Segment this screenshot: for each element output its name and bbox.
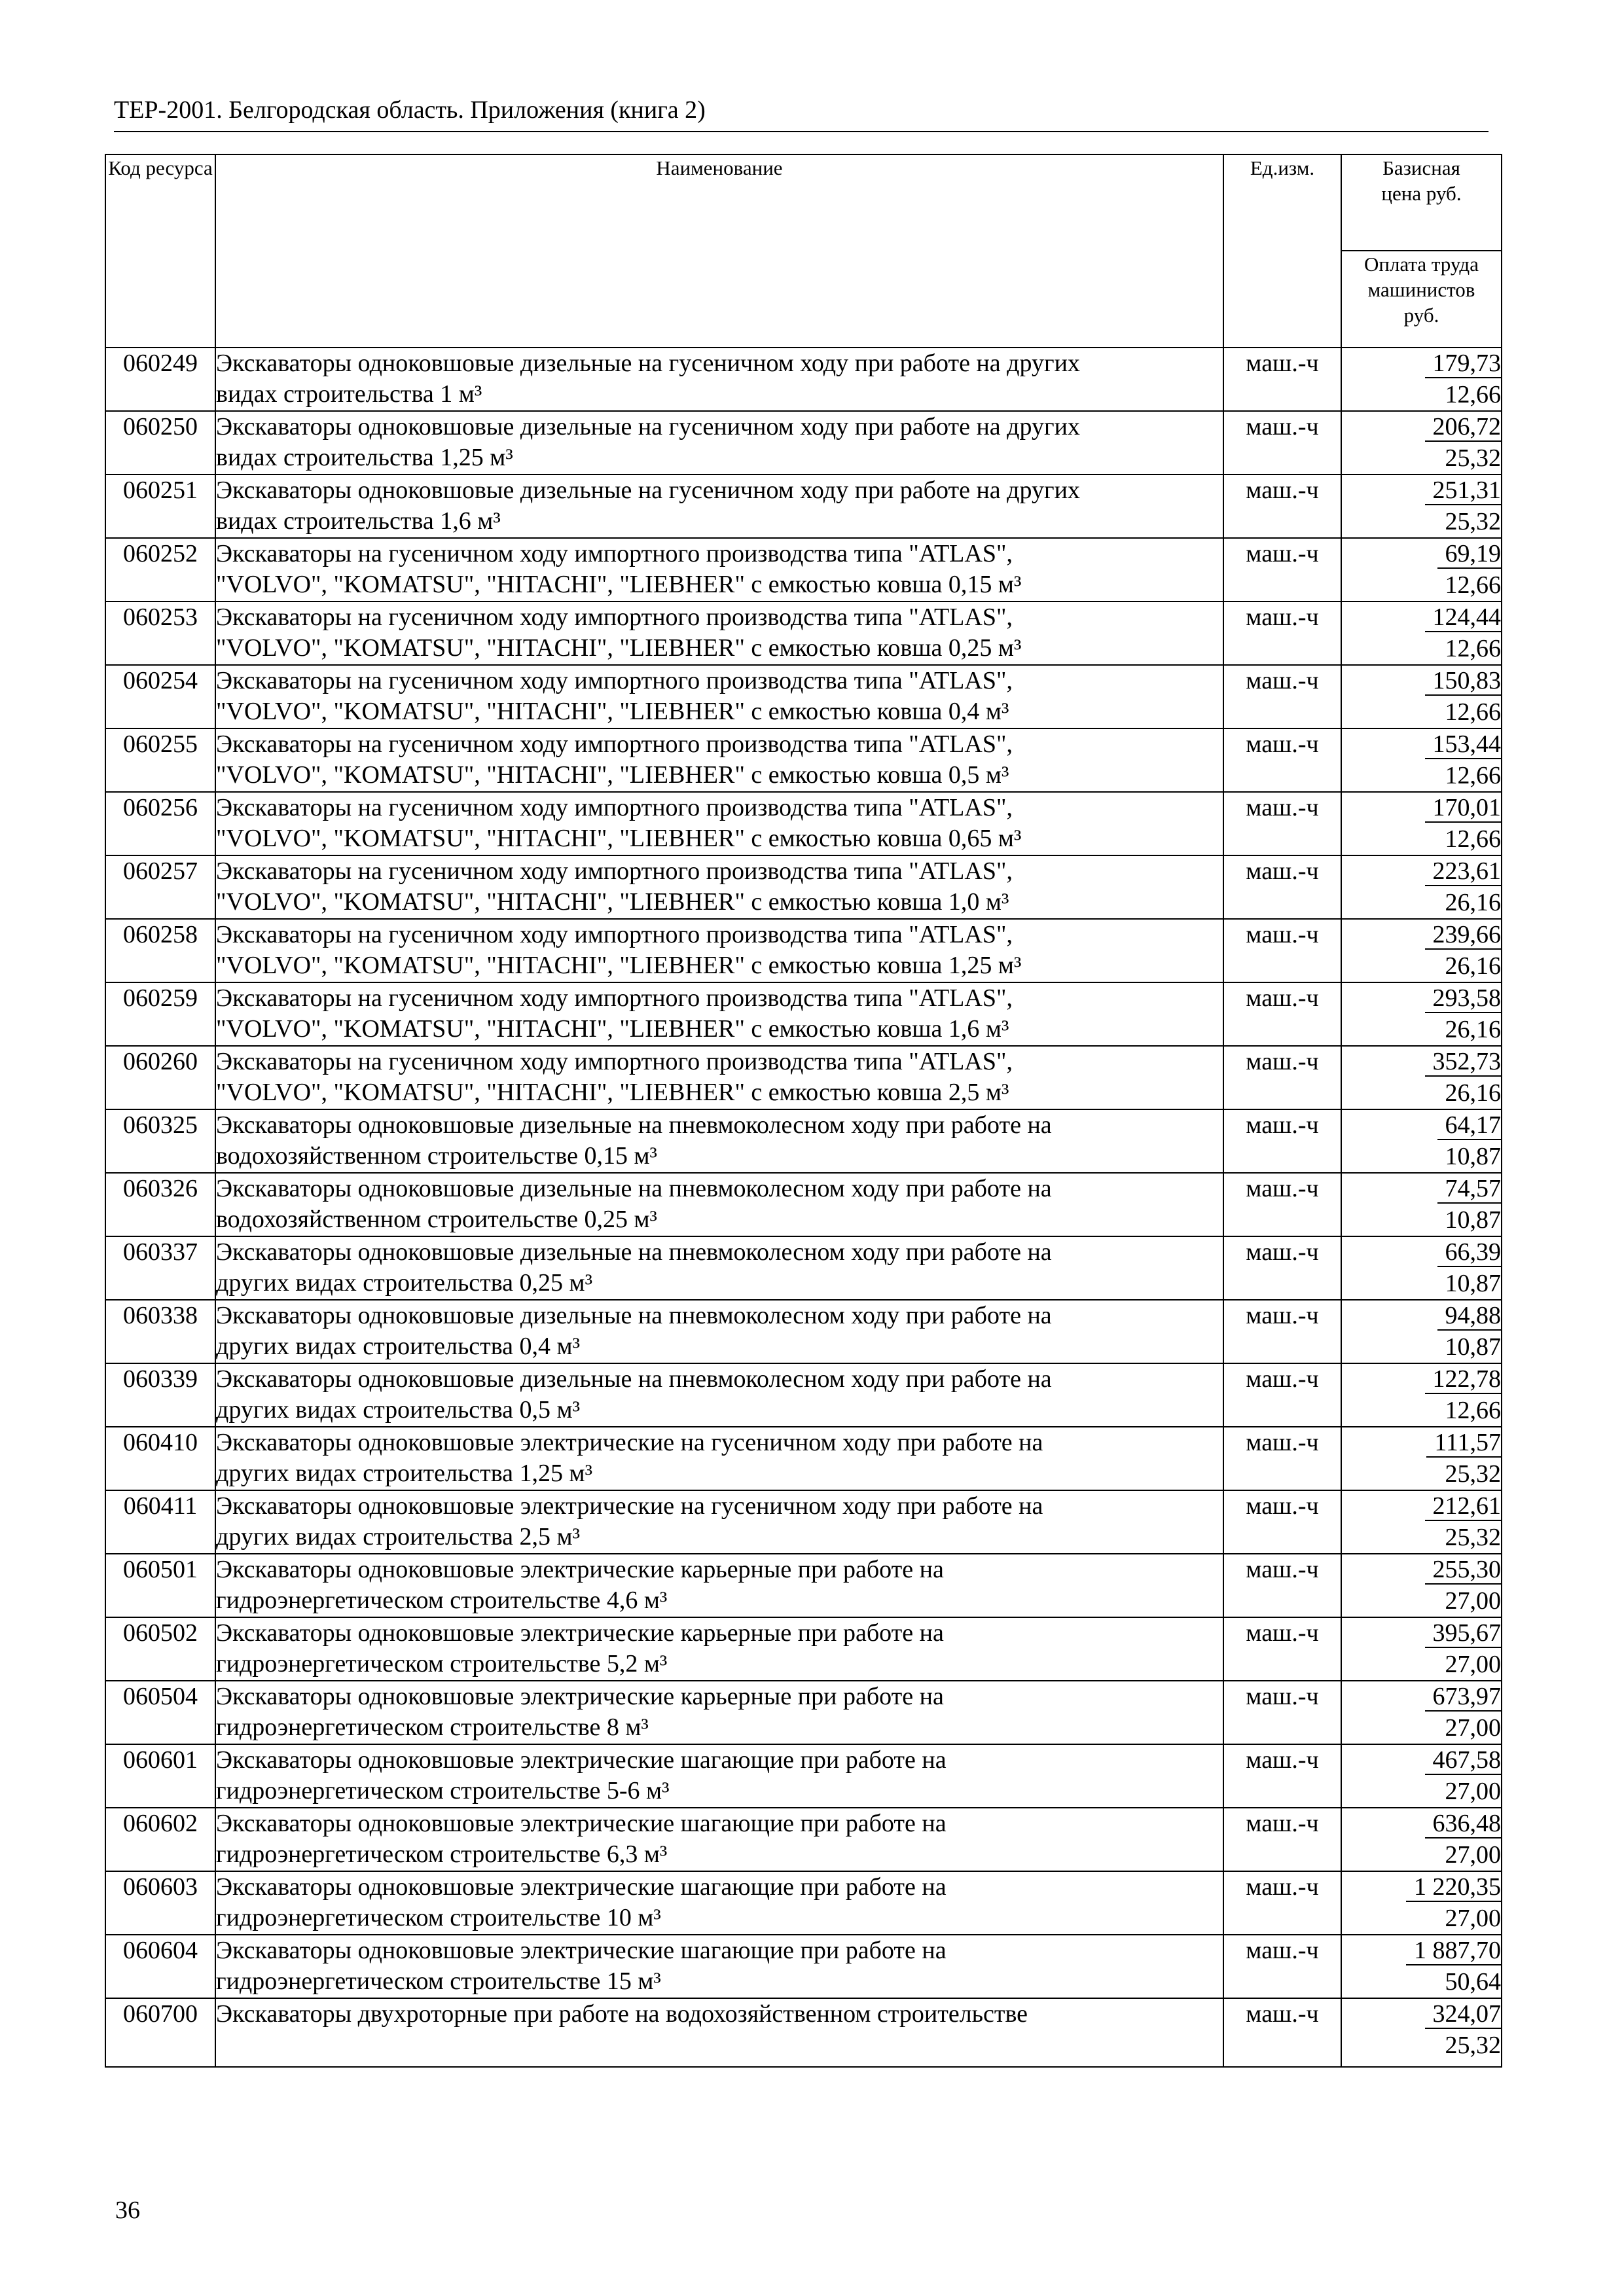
resource-name (215, 1490, 1223, 1554)
resource-name (215, 1935, 1223, 1998)
resource-name-line2: "VOLVO", "KOMATSU", "HITACHI", "LIEBHER" с емкостью ковша 0,5 м³ (216, 761, 1009, 789)
unit-of-measure: маш.-ч (1223, 348, 1341, 411)
resource-name (215, 1427, 1223, 1490)
resource-name-line1: Экскаваторы одноковшовые электрические карьерные при работе на (216, 1619, 944, 1647)
price-cell (1341, 728, 1502, 792)
operator-wage: 26,16 (1445, 889, 1501, 916)
resource-name-line2: "VOLVO", "KOMATSU", "HITACHI", "LIEBHER" с емкостью ковша 1,6 м³ (216, 1015, 1009, 1043)
table-row (105, 1427, 1502, 1490)
operator-wage: 25,32 (1445, 1524, 1501, 1551)
price-cell (1341, 1300, 1502, 1363)
resource-name-line1: Экскаваторы одноковшовые дизельные на пневмоколесном ходу при работе на (216, 1111, 1052, 1139)
table-row (105, 792, 1502, 855)
unit-of-measure: маш.-ч (1223, 1490, 1341, 1554)
base-price: 153,44 (1425, 730, 1502, 759)
price-cell (1341, 1109, 1502, 1173)
unit-of-measure: маш.-ч (1223, 538, 1341, 601)
unit-of-measure: маш.-ч (1223, 601, 1341, 665)
resource-code: 060251 (105, 475, 215, 538)
base-price: 395,67 (1425, 1619, 1502, 1648)
base-price: 212,61 (1425, 1492, 1502, 1521)
unit-of-measure: маш.-ч (1223, 1300, 1341, 1363)
resource-name-line1: Экскаваторы на гусеничном ходу импортного производства типа "ATLAS", (216, 794, 1013, 821)
operator-wage: 25,32 (1445, 444, 1501, 472)
table-row (105, 855, 1502, 919)
price-cell (1341, 1046, 1502, 1109)
base-price: 293,58 (1425, 984, 1502, 1013)
unit-of-measure: маш.-ч (1223, 411, 1341, 475)
table-row (105, 1871, 1502, 1935)
base-price: 74,57 (1437, 1175, 1502, 1204)
operator-wage: 10,87 (1445, 1143, 1501, 1170)
resource-code: 060249 (105, 348, 215, 411)
resource-name-line1: Экскаваторы одноковшовые электрические на гусеничном ходу при работе на (216, 1429, 1043, 1456)
resource-code: 060254 (105, 665, 215, 728)
base-price: 1 887,70 (1406, 1937, 1501, 1965)
resource-name (215, 1744, 1223, 1808)
base-price: 64,17 (1437, 1111, 1502, 1140)
resource-name-line1: Экскаваторы одноковшовые дизельные на пневмоколесном ходу при работе на (216, 1238, 1052, 1266)
unit-of-measure: маш.-ч (1223, 1871, 1341, 1935)
resource-name (215, 1173, 1223, 1236)
price-cell (1341, 1744, 1502, 1808)
base-price: 170,01 (1425, 794, 1502, 823)
resource-name (215, 1617, 1223, 1681)
operator-wage: 12,66 (1445, 825, 1501, 853)
col-header-unit: Ед.изм. (1223, 154, 1341, 348)
price-cell (1341, 411, 1502, 475)
page-number: 36 (115, 2197, 140, 2224)
operator-wage: 27,00 (1445, 1651, 1501, 1678)
resource-name (215, 1808, 1223, 1871)
table-row (105, 1935, 1502, 1998)
resource-name-line1: Экскаваторы одноковшовые электрические шагающие при работе на (216, 1873, 947, 1901)
resource-name-line1: Экскаваторы одноковшовые дизельные на пневмоколесном ходу при работе на (216, 1302, 1052, 1329)
resource-name (215, 348, 1223, 411)
price-cell (1341, 475, 1502, 538)
resource-name-line2: "VOLVO", "KOMATSU", "HITACHI", "LIEBHER" с емкостью ковша 1,0 м³ (216, 888, 1009, 916)
resource-name-line2: других видах строительства 2,5 м³ (216, 1523, 580, 1551)
resource-name-line1: Экскаваторы на гусеничном ходу импортного производства типа "ATLAS", (216, 603, 1013, 631)
unit-of-measure: маш.-ч (1223, 1173, 1341, 1236)
operator-wage: 26,16 (1445, 952, 1501, 980)
base-price: 239,66 (1425, 921, 1502, 950)
resource-code: 060256 (105, 792, 215, 855)
resource-name-line2: гидроэнергетическом строительстве 4,6 м³ (216, 1587, 668, 1614)
operator-wage: 10,87 (1445, 1270, 1501, 1297)
operator-wage: 25,32 (1445, 1460, 1501, 1488)
header-rule (114, 131, 1489, 132)
base-price: 179,73 (1425, 350, 1502, 378)
price-cell (1341, 1236, 1502, 1300)
resource-name (215, 1871, 1223, 1935)
resource-name (215, 855, 1223, 919)
operator-wage: 27,00 (1445, 1778, 1501, 1805)
resource-name-line2: видах строительства 1,6 м³ (216, 507, 501, 535)
base-price: 673,97 (1425, 1683, 1502, 1712)
resource-name-line1: Экскаваторы на гусеничном ходу импортного производства типа "ATLAS", (216, 984, 1013, 1012)
table-row (105, 1300, 1502, 1363)
resource-name-line2: водохозяйственном строительстве 0,25 м³ (216, 1206, 657, 1233)
table-row (105, 728, 1502, 792)
operator-wage: 10,87 (1445, 1333, 1501, 1361)
resource-name-line2: других видах строительства 0,25 м³ (216, 1269, 592, 1297)
unit-of-measure: маш.-ч (1223, 1617, 1341, 1681)
operator-wage: 12,66 (1445, 571, 1501, 599)
base-price: 124,44 (1425, 603, 1502, 632)
resource-name (215, 1681, 1223, 1744)
unit-of-measure: маш.-ч (1223, 1046, 1341, 1109)
operator-wage: 12,66 (1445, 762, 1501, 789)
base-price: 255,30 (1425, 1556, 1502, 1585)
price-cell (1341, 982, 1502, 1046)
resource-code: 060252 (105, 538, 215, 601)
resource-code: 060604 (105, 1935, 215, 1998)
resource-name (215, 1363, 1223, 1427)
table-row (105, 1744, 1502, 1808)
col-header-wage (1341, 251, 1502, 348)
resource-code: 060602 (105, 1808, 215, 1871)
resource-code: 060337 (105, 1236, 215, 1300)
price-cell (1341, 538, 1502, 601)
resource-name (215, 475, 1223, 538)
resource-name-line2: водохозяйственном строительстве 0,15 м³ (216, 1142, 657, 1170)
resource-name-line2: "VOLVO", "KOMATSU", "HITACHI", "LIEBHER" с емкостью ковша 2,5 м³ (216, 1079, 1009, 1106)
unit-of-measure: маш.-ч (1223, 1808, 1341, 1871)
resource-name-line1: Экскаваторы на гусеничном ходу импортного производства типа "ATLAS", (216, 921, 1013, 948)
resource-name-line2: других видах строительства 0,5 м³ (216, 1396, 580, 1424)
base-price: 324,07 (1425, 2000, 1502, 2029)
resource-name-line1: Экскаваторы одноковшовые дизельные на гусеничном ходу при работе на других (216, 350, 1080, 377)
base-price: 111,57 (1426, 1429, 1501, 1458)
resource-name (215, 1109, 1223, 1173)
resource-name-line2: "VOLVO", "KOMATSU", "HITACHI", "LIEBHER" с емкостью ковша 0,4 м³ (216, 698, 1009, 725)
resource-name (215, 1046, 1223, 1109)
base-price: 352,73 (1425, 1048, 1502, 1077)
unit-of-measure: маш.-ч (1223, 1427, 1341, 1490)
price-cell (1341, 1427, 1502, 1490)
unit-of-measure: маш.-ч (1223, 792, 1341, 855)
resource-code: 060338 (105, 1300, 215, 1363)
resource-code: 060253 (105, 601, 215, 665)
base-price: 636,48 (1425, 1810, 1502, 1839)
table-row (105, 1046, 1502, 1109)
resource-name-line2: "VOLVO", "KOMATSU", "HITACHI", "LIEBHER" с емкостью ковша 0,65 м³ (216, 825, 1022, 852)
price-cell (1341, 1173, 1502, 1236)
price-cell (1341, 1871, 1502, 1935)
resource-name-line1: Экскаваторы одноковшовые электрические карьерные при работе на (216, 1556, 944, 1583)
resource-name (215, 601, 1223, 665)
operator-wage: 27,00 (1445, 1841, 1501, 1869)
resource-name-line2: "VOLVO", "KOMATSU", "HITACHI", "LIEBHER" с емкостью ковша 0,15 м³ (216, 571, 1022, 598)
resource-name-line1: Экскаваторы одноковшовые электрические карьерные при работе на (216, 1683, 944, 1710)
resource-code: 060255 (105, 728, 215, 792)
resource-name (215, 1300, 1223, 1363)
resource-name-line1: Экскаваторы на гусеничном ходу импортного производства типа "ATLAS", (216, 730, 1013, 758)
resource-name-line1: Экскаваторы одноковшовые электрические шагающие при работе на (216, 1937, 947, 1964)
unit-of-measure: маш.-ч (1223, 1109, 1341, 1173)
table-row (105, 1363, 1502, 1427)
table-row (105, 1617, 1502, 1681)
resource-name-line1: Экскаваторы на гусеничном ходу импортного производства типа "ATLAS", (216, 540, 1013, 567)
operator-wage: 12,66 (1445, 381, 1501, 408)
resource-name-line2: гидроэнергетическом строительстве 5,2 м³ (216, 1650, 668, 1677)
table-row (105, 919, 1502, 982)
resource-code: 060603 (105, 1871, 215, 1935)
resource-name-line2: гидроэнергетическом строительстве 6,3 м³ (216, 1840, 668, 1868)
resource-name (215, 411, 1223, 475)
price-cell (1341, 1554, 1502, 1617)
resource-code: 060339 (105, 1363, 215, 1427)
resource-name-line2: других видах строительства 0,4 м³ (216, 1333, 580, 1360)
resource-name-line2: "VOLVO", "KOMATSU", "HITACHI", "LIEBHER" с емкостью ковша 1,25 м³ (216, 952, 1022, 979)
unit-of-measure: маш.-ч (1223, 855, 1341, 919)
operator-wage: 12,66 (1445, 1397, 1501, 1424)
resource-name (215, 1554, 1223, 1617)
price-cell (1341, 855, 1502, 919)
col-header-name: Наименование (215, 154, 1223, 348)
resource-code: 060260 (105, 1046, 215, 1109)
resource-name-line2: гидроэнергетическом строительстве 8 м³ (216, 1713, 649, 1741)
resource-name (215, 1998, 1223, 2067)
unit-of-measure: маш.-ч (1223, 1998, 1341, 2067)
resource-name-line1: Экскаваторы одноковшовые дизельные на пневмоколесном ходу при работе на (216, 1365, 1052, 1393)
resource-name-line2: видах строительства 1 м³ (216, 380, 482, 408)
price-cell (1341, 1681, 1502, 1744)
price-cell (1341, 1363, 1502, 1427)
table-row (105, 1998, 1502, 2067)
resource-code: 060257 (105, 855, 215, 919)
resource-name (215, 982, 1223, 1046)
unit-of-measure: маш.-ч (1223, 1236, 1341, 1300)
base-price: 251,31 (1425, 476, 1502, 505)
base-price: 69,19 (1437, 540, 1502, 569)
price-cell (1341, 792, 1502, 855)
operator-wage: 27,00 (1445, 1714, 1501, 1742)
resource-name-line1: Экскаваторы на гусеничном ходу импортного производства типа "ATLAS", (216, 667, 1013, 694)
resource-code: 060411 (105, 1490, 215, 1554)
resource-name (215, 1236, 1223, 1300)
operator-wage: 26,16 (1445, 1016, 1501, 1043)
unit-of-measure: маш.-ч (1223, 919, 1341, 982)
operator-wage: 10,87 (1445, 1206, 1501, 1234)
resource-name-line1: Экскаваторы одноковшовые электрические шагающие при работе на (216, 1746, 947, 1774)
unit-of-measure: маш.-ч (1223, 728, 1341, 792)
resource-code: 060258 (105, 919, 215, 982)
operator-wage: 25,32 (1445, 508, 1501, 535)
base-price: 150,83 (1425, 667, 1502, 696)
resource-name-line2: гидроэнергетическом строительстве 15 м³ (216, 1967, 661, 1995)
resource-name-line1: Экскаваторы одноковшовые дизельные на гусеничном ходу при работе на других (216, 476, 1080, 504)
resource-table (105, 154, 1502, 2068)
resource-name-line1: Экскаваторы одноковшовые электрические на гусеничном ходу при работе на (216, 1492, 1043, 1520)
base-price: 122,78 (1425, 1365, 1502, 1394)
unit-of-measure: маш.-ч (1223, 1681, 1341, 1744)
base-price: 206,72 (1425, 413, 1502, 442)
operator-wage: 26,16 (1445, 1079, 1501, 1107)
resource-name-line2: других видах строительства 1,25 м³ (216, 1460, 592, 1487)
table-row (105, 601, 1502, 665)
unit-of-measure: маш.-ч (1223, 982, 1341, 1046)
operator-wage: 12,66 (1445, 698, 1501, 726)
resource-name-line1: Экскаваторы на гусеничном ходу импортного производства типа "ATLAS", (216, 857, 1013, 885)
resource-name-line1: Экскаваторы одноковшовые электрические шагающие при работе на (216, 1810, 947, 1837)
resource-name (215, 665, 1223, 728)
unit-of-measure: маш.-ч (1223, 1744, 1341, 1808)
table-row (105, 1236, 1502, 1300)
operator-wage: 12,66 (1445, 635, 1501, 662)
base-price: 94,88 (1437, 1302, 1502, 1331)
table-row (105, 475, 1502, 538)
table-row (105, 411, 1502, 475)
operator-wage: 27,00 (1445, 1587, 1501, 1615)
unit-of-measure: маш.-ч (1223, 665, 1341, 728)
table-row (105, 982, 1502, 1046)
resource-name (215, 728, 1223, 792)
resource-name-line1: Экскаваторы на гусеничном ходу импортного производства типа "ATLAS", (216, 1048, 1013, 1075)
resource-code: 060502 (105, 1617, 215, 1681)
resource-name-line1: Экскаваторы двухроторные при работе на водохозяйственном строительстве (216, 2000, 1028, 2028)
resource-code: 060410 (105, 1427, 215, 1490)
page-header: ТЕР-2001. Белгородская область. Приложения (книга 2) (114, 96, 706, 124)
resource-code: 060700 (105, 1998, 215, 2067)
base-price: 223,61 (1425, 857, 1502, 886)
price-cell (1341, 919, 1502, 982)
base-price: 66,39 (1437, 1238, 1502, 1267)
unit-of-measure: маш.-ч (1223, 475, 1341, 538)
col-header-price (1341, 154, 1502, 251)
operator-wage: 25,32 (1445, 2032, 1501, 2059)
resource-name-line2: видах строительства 1,25 м³ (216, 444, 513, 471)
resource-name-line2: гидроэнергетическом строительстве 10 м³ (216, 1904, 661, 1931)
unit-of-measure: маш.-ч (1223, 1935, 1341, 1998)
resource-code: 060250 (105, 411, 215, 475)
table-row (105, 538, 1502, 601)
resource-code: 060326 (105, 1173, 215, 1236)
base-price: 467,58 (1425, 1746, 1502, 1775)
price-cell (1341, 1617, 1502, 1681)
table-row (105, 1109, 1502, 1173)
table-row (105, 348, 1502, 411)
price-cell (1341, 1935, 1502, 1998)
col-header-code: Код ресурса (105, 154, 215, 348)
resource-name-line2: гидроэнергетическом строительстве 5-6 м³ (216, 1777, 670, 1804)
resource-code: 060259 (105, 982, 215, 1046)
resource-name (215, 538, 1223, 601)
resource-name-line2: "VOLVO", "KOMATSU", "HITACHI", "LIEBHER" с емкостью ковша 0,25 м³ (216, 634, 1022, 662)
resource-name (215, 792, 1223, 855)
table-row (105, 1808, 1502, 1871)
operator-wage: 50,64 (1445, 1968, 1501, 1996)
table-row (105, 1681, 1502, 1744)
table-body (105, 348, 1502, 2067)
resource-code: 060601 (105, 1744, 215, 1808)
price-cell (1341, 348, 1502, 411)
resource-name (215, 919, 1223, 982)
base-price: 1 220,35 (1406, 1873, 1501, 1902)
table-row (105, 1554, 1502, 1617)
resource-code: 060325 (105, 1109, 215, 1173)
unit-of-measure: маш.-ч (1223, 1363, 1341, 1427)
unit-of-measure: маш.-ч (1223, 1554, 1341, 1617)
price-cell (1341, 1808, 1502, 1871)
resource-name-line1: Экскаваторы одноковшовые дизельные на гусеничном ходу при работе на других (216, 413, 1080, 440)
price-cell (1341, 665, 1502, 728)
table-row (105, 1490, 1502, 1554)
resource-name-line1: Экскаваторы одноковшовые дизельные на пневмоколесном ходу при работе на (216, 1175, 1052, 1202)
operator-wage: 27,00 (1445, 1905, 1501, 1932)
price-cell (1341, 1490, 1502, 1554)
col-header-price-label: Базисная цена руб. (1381, 156, 1462, 205)
price-cell (1341, 601, 1502, 665)
price-cell (1341, 1998, 1502, 2067)
col-header-wage-label: Оплата труда машинистов руб. (1364, 253, 1479, 327)
table-row (105, 665, 1502, 728)
resource-code: 060504 (105, 1681, 215, 1744)
table-row (105, 1173, 1502, 1236)
resource-code: 060501 (105, 1554, 215, 1617)
